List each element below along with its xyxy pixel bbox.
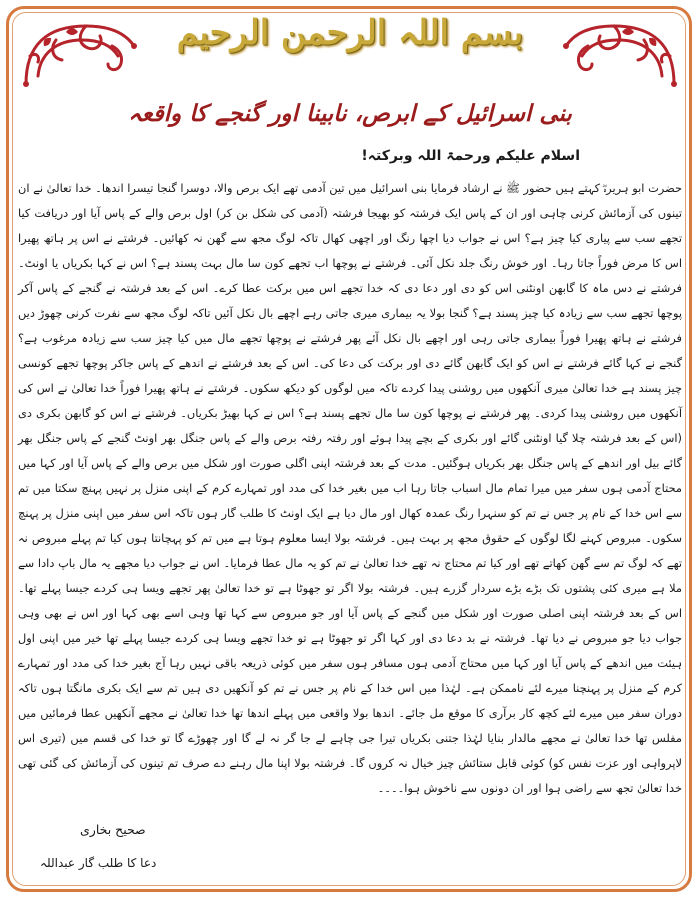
salutation: اسلام علیکم ورحمۃ اللہ وبرکتہ! xyxy=(361,148,580,164)
bismillah-calligraphy: بسم اللہ الرحمن الرحیم xyxy=(176,13,524,53)
hadith-reference: صحیح بخاری xyxy=(80,822,146,837)
signature: دعا کا طلب گار عبداللہ xyxy=(40,856,157,870)
story-body: حضرت ابو ہریرہؓ کہتے ہیں حضور ﷺ نے ارشاد فرمایا بنی اسرائیل میں تین آدمی تھے ایک برص والا، دوسرا گنجا تیسرا اندھا۔ خدا تعالیٰ نے ان تینوں کی آزمائش کرنی چاہی اور ان کے پاس ایک فرشتہ کو بھیجا فرشتہ (آدمی کی شکل بن کر) اول برص والے کے پاس آیا اور دریافت کیا تجھے سب سے پیاری کیا چیز ہے؟ اس نے جواب دیا اچھا رنگ اور اچھی کھال تاکہ لوگ مجھ سے گھن نہ کھائیں۔ فرشتے نے اس پر ہاتھ پھیرا اس کا مرض فوراً جاتا رہا۔ اور خوش رنگ جلد نکل آئی۔ فرشتے نے پوچھا اب تجھے کون سا مال بہت پسند ہے؟ اس نے کہا بکریاں یا اونٹ۔ فرشتے نے دس ماہ کا گابھن اونٹنی اس کو دی اور دعا دی کہ خدا تجھے اس میں برکت عطا کرے۔ اس کے بعد فرشتہ نے گنجے کے پاس آکر پوچھا تجھے سب سے زیادہ کیا چیز پسند ہے؟ گنجا بولا یہ بیماری میری جاتی رہے اچھے بال نکل آئیں تاکہ لوگ مجھ سے نفرت کرنی چھوڑ دیں فرشتے نے ہاتھ پھیرا فوراً بیماری جاتی رہی اور اچھے بال نکل آئے پھر فرشتے نے پوچھا تجھے مال میں کیا چیز سب سے زیادہ مرغوب ہے؟ گنجے نے کہا گائے فرشتے نے اس کو ایک گابھن گائے دی اور برکت کی دعا کی۔ اس کے بعد فرشتے نے اندھے کے پاس جاکر پوچھا تجھے کونسی چیز پسند ہے خدا تعالیٰ میری آنکھوں میں روشنی پیدا کردے تاکہ میں لوگوں کو دیکھ سکوں۔ فرشتے نے ہاتھ پھیرا فوراً خدا تعالیٰ نے اس کی آنکھوں میں روشنی پیدا کردی۔ پھر فرشتے نے پوچھا کون سا مال تجھے پسند ہے؟ اس نے کہا بھیڑ بکریاں۔ فرشتے نے اس کو گابھن بکری دی (اس کے بعد فرشتہ چلا گیا اونٹنی گائے اور بکری کے بچے پیدا ہوئے اور رفتہ رفتہ برص والے کے پاس جنگل بھر اونٹ گنجے کے پاس جنگل بھر گائے بیل اور اندھے کے پاس جنگل بھر بکریاں ہوگئیں۔ مدت کے بعد فرشتہ اپنی اگلی صورت اور شکل میں برص والے کے پاس آیا اور کہا میں محتاج آدمی ہوں سفر میں میرا تمام مال اسباب جاتا رہا اب میں بغیر خدا کی مدد اور تمہارے کرم کے اپنی منزل پر نہیں پہنچ سکتا میں تم سے اس خدا کے نام پر جس نے تم کو سنہرا رنگ عمدہ کھال اور مال دیا ہے ایک اونٹ کا طلب گار ہوں تاکہ اس سفر میں اپنی منزل پر پہنچ سکوں۔ مبروص کہنے لگا لوگوں کے حقوق مجھ پر بہت ہیں۔ فرشتہ بولا ایسا معلوم ہوتا ہے میں تم کو پہچانتا ہوں کیا تم پہلے مبروص نہ تھے کہ لوگ تم سے گھن کھاتے تھے اور کیا تم محتاج نہ تھے خدا تعالیٰ نے تم کو یہ مال عطا فرمایا۔ اس نے جواب دیا مجھے یہ مال باپ دادا سے ملا ہے میری کئی پشتوں تک بڑے بڑے سردار گزرے ہیں۔ فرشتہ بولا اگر تو جھوٹا ہے تو خدا تعالیٰ پھر تجھے ویسا ہی کردے جیسا پہلے تھا۔ اس کے بعد فرشتہ اپنی اصلی صورت اور شکل میں گنجے کے پاس آیا اور جو مبروص سے کہا تھا وہی اسے بھی کہا اور اس نے بھی وہی جواب دیا جو مبروص نے دیا تھا۔ فرشتہ نے بد دعا دی اور کہا اگر تو جھوٹا ہے تو خدا تجھے ویسا ہی کردے جیسا پہلے تھا خیر میں اپنی اول ہیئت میں اندھے کے پاس آیا اور کہا میں محتاج آدمی ہوں مسافر ہوں سفر میں کوئی ذریعہ باقی نہیں رہا آج بغیر خدا کی مدد اور تمہارے کرم کے منزل پر پہنچنا میرے لئے ناممکن ہے۔ لہٰذا میں اس خدا کے نام پر جس نے تم کو آنکھیں دی ہیں تم سے ایک بکری مانگتا ہوں تاکہ دوران سفر میں میرے لئے کچھ کار برآری کا موقع مل جائے۔ اندھا بولا واقعی میں پہلے اندھا تھا خدا تعالیٰ نے مجھے آنکھیں عطا فرمائیں میں مفلس تھا خدا تعالیٰ نے مجھے مالدار بنایا لہٰذا جتنی بکریاں تیرا جی چاہے لے جا گر نہ لے گا اور چھوڑے گا تو خدا کی قسم میں (تیری اس لاپرواہی اور عزت نفس کو) کوئی قابل ستائش چیز خیال نہ کروں گا۔ فرشتہ بولا اپنا مال رہنے دے صرف تم تینوں کی آزمائش کی گئی تھی خدا تعالیٰ تجھ سے راضی ہوا اور ان دونوں سے ناخوش ہوا۔۔۔۔ xyxy=(18,181,682,795)
page-title: بنی اسرائیل کے ابرص، نابینا اور گنجے کا واقعہ xyxy=(128,100,572,127)
